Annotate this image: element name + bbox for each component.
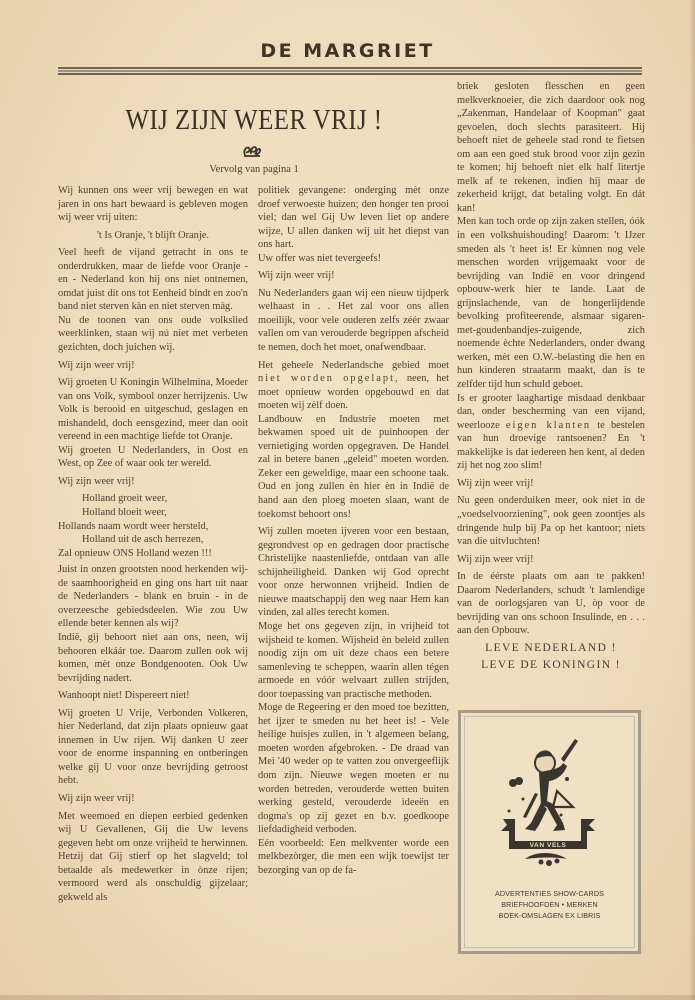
paragraph: Wij zullen moeten ijveren voor een bestaan, gegrondvest op en gedragen door practische Christelijke naastenliefde, ontdaan van alle schijnheiligheid. Danken wij God oprecht voor onze herwonnen vrijheid. Indien de nieuwe maatschappij den weg naar Hem kan vinden, zal alles terecht komen. bbox=[258, 526, 449, 619]
paragraph: In de éérste plaats om aan te pakken! Daarom Nederlanders, schudt 't lamlendige van de oorlogsjaren van U, òp voor de bevrijding van ons schoon Insulinde, en . . . aan den Opbouw. bbox=[457, 571, 645, 637]
masthead: DE MARGRIET bbox=[260, 40, 435, 62]
paragraph: Moge het ons gegeven zijn, in vrijheid tot wijsheid te komen. Wijsheid èn beleid zullen noodig zijn om uit deze chaos een betere samenleving te scheppen, waarin allen tégen armoede en vóór welvaart zullen strijden, door toepassing van practische methoden. bbox=[258, 620, 449, 700]
paragraph: politiek gevangene: onderging mèt onze droef verwoeste huizen; den honger ten prooi viel; dan wel Gij Uw leven liet op andere wijze, U allen danken wij uit het diepst van ons hart. bbox=[258, 185, 449, 251]
continued-from-note: Vervolg van pagina 1 bbox=[209, 164, 299, 175]
article-title: WIJ ZIJN WEER VRIJ ! bbox=[125, 104, 383, 136]
paragraph: Wij groeten U Nederlanders, in Oost en West, op Zee of waar ook ter wereld. bbox=[58, 444, 248, 470]
emphasis: niet worden opgelapt, bbox=[258, 373, 400, 385]
slogan: 't Is Oranje, 't blijft Oranje. bbox=[97, 229, 209, 241]
article-column-2 bbox=[258, 184, 449, 881]
poem bbox=[58, 492, 248, 560]
poem-line: Holland bloeit weer, bbox=[82, 507, 167, 519]
paragraph bbox=[457, 392, 645, 473]
logo-text: VAN VELS bbox=[529, 842, 567, 849]
article-column-3 bbox=[457, 80, 645, 677]
article-column-1 bbox=[58, 184, 248, 908]
refrain: Wij zijn weer vrij! bbox=[58, 475, 135, 487]
paragraph: Uw offer was niet tevergeefs! bbox=[258, 252, 382, 264]
refrain: Wij zijn weer vrij! bbox=[457, 477, 534, 489]
refrain: Wanhoopt niet! Dispereert niet! bbox=[58, 690, 190, 702]
paragraph: Nu de toonen van ons oude volkslied weerklinken, staan wij nú niet met verbeten gezichten, doch juichen wij. bbox=[58, 314, 248, 354]
poem-line: Hollands naam wordt weer hersteld, bbox=[58, 520, 209, 532]
paragraph: Indië, gij behoort niet aan ons, neen, wij behooren elkáár toe. Daarom zullen ook wij komen, mèt onze Bondgenooten. Ook Uw bevrijding nadert. bbox=[58, 631, 248, 684]
floral-ornament-icon bbox=[242, 141, 262, 159]
paragraph bbox=[258, 359, 449, 413]
emphasis: eigen klanten bbox=[505, 419, 592, 431]
poem-line: Holland groeit weer, bbox=[82, 493, 168, 505]
painter-boy-logo-icon bbox=[501, 735, 598, 885]
masthead-rule bbox=[58, 73, 642, 75]
refrain: Wij zijn weer vrij! bbox=[58, 792, 135, 804]
advertisement-box bbox=[458, 710, 641, 954]
paragraph: Met weemoed en diepen eerbied gedenken wij U Gevallenen, Gij die Uw levens gegeven hebt om onze vrijheid te herwinnen. Hetzij dat Gij stierf op het slagveld; tol betaalde als medewerker in ònze rijen; vermoord werd als onschuldig gijzelaar; gekweld als bbox=[58, 810, 248, 903]
closing-cheer: LEVE DE KONINGIN ! bbox=[481, 659, 621, 672]
paragraph: Eén voorbeeld: Een melkventer worde een melkbezòrger, die men een wijk toewijst ter bezorging van op de fa- bbox=[258, 837, 449, 876]
paragraph: Juist in onzen grootsten nood herkenden wij-de saamhoorigheid en ging ons hart uit naar de Nederlanders - blank en bruin - in de overzeesche gebiedsdeelen. Wie zou Uw ellende beter kennen als wij? bbox=[58, 564, 248, 630]
paragraph: Veel heeft de vijand getracht in ons te onderdrukken, maar de liefde voor Oranje - en - Nederland kon hij ons niet ontnemen, omdat juist dit ons tot Eenheid bindt en zoo'n band niet sterven kàn en niet sterven màg. bbox=[58, 247, 248, 313]
paragraph: Moge de Regeering er den moed toe bezitten, het ijzer te smeden nu het heet is! - Vele heilige huisjes zullen, in 't algemeen belang, moeten worden afgebroken. - De draad van Mei '40 weder op te vatten zou onvergeeflijk dom zijn. Nieuwe wegen moeten er nu worden betreden, verouderde wetten buiten werking gesteld, verouderde ideeën en dogma's op zij gezet en b.v. goedkoope liefdadigheid verboden. bbox=[258, 702, 449, 836]
text-run: Is er grooter laaghartige misdaad denkbaar dan, onder bescherming van een vijand, weerlooze bbox=[457, 392, 645, 431]
refrain: Wij zijn weer vrij! bbox=[258, 270, 335, 282]
poem-line: Holland uit de asch herrezen, bbox=[82, 534, 204, 546]
paragraph: Wij groeten U Koningin Wilhelmina, Moeder van ons Volk, symbool onzer herrijzenis. Uw Volk is berooid en uitgeschud, geslagen en mishandeld, doch eensgezind, meer dan ooit vereend in een machtige liefde tot Oranje. bbox=[58, 377, 248, 443]
refrain: Wij zijn weer vrij! bbox=[457, 553, 534, 565]
paragraph: Nu Nederlanders gaan wij een nieuw tijdperk welhaast in . . Het zal voor ons allen moeilijk, voor vele ouderen zelfs zéér zwaar vallen om van verouderde begrippen afscheid te nemen, doch het moet, onafwendbaar. bbox=[258, 287, 449, 354]
closing-cheer: LEVE NEDERLAND ! bbox=[485, 641, 617, 654]
paper-edge-shadow bbox=[689, 0, 695, 1000]
text-run: te bestelen van hun droevige rantsoenen? En 't makkelijke is dat iedereen hen kent, al deden zij het nog zoo slim! bbox=[457, 419, 645, 472]
poem-line: Zal opnieuw ONS Holland wezen !!! bbox=[58, 547, 212, 559]
paragraph: briek gesloten flesschen en geen melkverknoeier, die zich daardoor ook nog „Zakenman, Handelaar of Koopman" gaat gevoelen, doch slechts parasiteert. Hij behoeft niet de geheele stad rond te fietsen om aan een goed stuk brood voor zijn gezin te komen; hij behoeft niet elk half litertje melk af te rekenen, indien hij maar de zekerheid krijgt, dat betaling volgt. En dát kan! bbox=[457, 81, 645, 214]
paragraph: Nu geen onderduiken meer, ook niet in de „voedselvoorziening", ook geen zoontjes als dringende hulp bij Pa op het kantoor; niets van die uitvluchten! bbox=[457, 495, 645, 548]
masthead-rule bbox=[58, 67, 642, 69]
text-run: neen, het moet opnieuw worden opgebouwd en dat moeten wij zèlf doen. bbox=[258, 373, 449, 412]
paragraph: Men kan toch orde op zijn zaken stellen, óók in een volkshuishouding! Daarom: 't IJzer smeden als 't heet is! Er kùnnen nog vele menschen worden vrijgemaakt voor de bevrijding van Indië en voor dringend opbouw-werk hier te lande. Laat de grijnslachende, van de hongerlijdende bevolking profiteerende, alsmaar sigaren-met-goudenbandjes-zuigende, zich noemende èchte Nederlanders, onder dwang werken, mèt een O.W.-belasting die hen en hun kinderen straatarm maakt, dan is te zelfder tijd hun schuld geboet. bbox=[457, 216, 645, 391]
paper-bottom-edge bbox=[0, 995, 695, 1000]
advert-services-line: BOEK-OMSLAGEN EX LIBRIS bbox=[498, 911, 601, 920]
refrain: Wij zijn weer vrij! bbox=[58, 359, 135, 371]
paragraph: Wij groeten U Vrije, Verbonden Volkeren, hier Nederland, dat zijn plaats opnieuw gaat innemen in Uw rijen. Wij danken U zeer voor de enorme inspanning en ontberingen welke gij U voor onze bevrijding getroost hebt. bbox=[58, 707, 248, 787]
masthead-rule bbox=[58, 70, 642, 72]
paragraph: Landbouw en Industrie moeten met bekwamen spoed uit de puinhoopen der vernietiging worden opgegraven. De Handel zal in betere banen „geleid" moeten worden. Zeker een geweldige, maar een schoone taak. Oud en jong zullen èn hier èn in Indië de hand aan den ploeg moeten slaan, want de toekomst behoort ons! bbox=[258, 413, 449, 520]
advert-services-line: ADVERTENTIES SHOW-CARDS bbox=[494, 889, 605, 898]
advert-services-line: BRIEFHOOFDEN • MERKEN bbox=[501, 900, 598, 909]
paragraph: Wij kunnen ons weer vrij bewegen en wat jaren in ons hart bewaard is gebleven mogen wij weer vrij uiten: bbox=[58, 185, 248, 224]
text-run: Het geheele Nederlandsche gebied moet bbox=[258, 359, 449, 371]
